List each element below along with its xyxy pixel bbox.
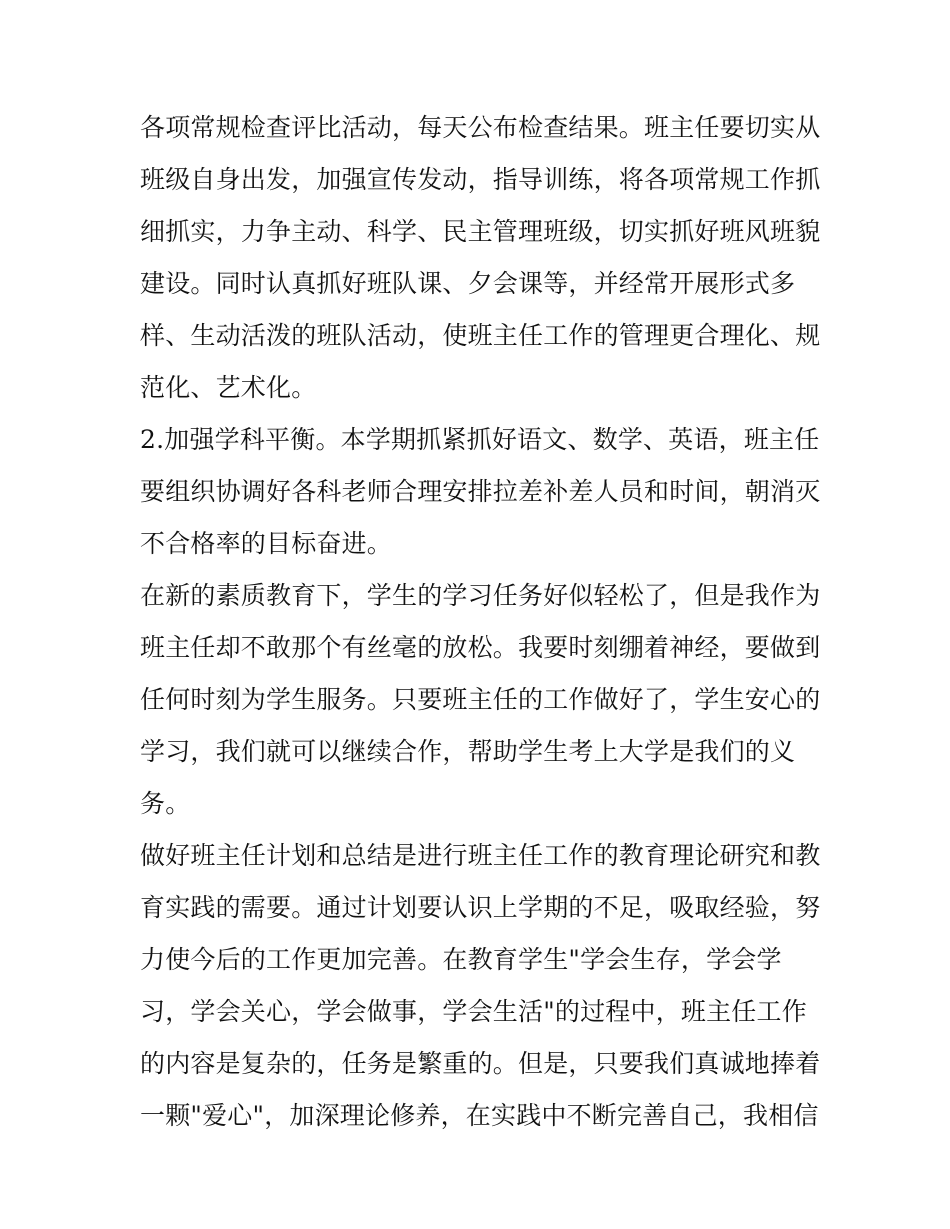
text-line: 建设。同时认真抓好班队课、夕会课等，并经常开展形式多 [140, 269, 796, 298]
text-line: 范化、艺术化。 [140, 373, 317, 402]
text-line: 力使今后的工作更加完善。在教育学生"学会生存，学会学 [140, 945, 782, 974]
document-body [140, 102, 830, 1142]
text-line: 要组织协调好各科老师合理安排拉差补差人员和时间，朝消灭 [140, 477, 821, 506]
text-line: 务。 [140, 789, 191, 818]
text-line: 做好班主任计划和总结是进行班主任工作的教育理论研究和教 [140, 841, 821, 870]
text-line: 任何时刻为学生服务。只要班主任的工作做好了，学生安心的 [140, 685, 821, 714]
text-line: 不合格率的目标奋进。 [140, 529, 393, 558]
text-line: 样、生动活泼的班队活动，使班主任工作的管理更合理化、规 [140, 321, 821, 350]
text-line: 学习，我们就可以继续合作，帮助学生考上大学是我们的义 [140, 737, 796, 766]
text-line: 班主任却不敢那个有丝毫的放松。我要时刻绷着神经，要做到 [140, 633, 821, 662]
text-line: 各项常规检查评比活动，每天公布检查结果。班主任要切实从 [140, 113, 821, 142]
text-line: 习，学会关心，学会做事，学会生活"的过程中，班主任工作 [140, 997, 807, 1026]
text-line: 的内容是复杂的，任务是繁重的。但是，只要我们真诚地捧着 [140, 1049, 821, 1078]
text-line: 在新的素质教育下，学生的学习任务好似轻松了，但是我作为 [140, 581, 821, 610]
text-line: 一颗"爱心"，加深理论修养，在实践中不断完善自己，我相信 [140, 1101, 819, 1130]
text-line: 班级自身出发，加强宣传发动，指导训练，将各项常规工作抓 [140, 165, 821, 194]
text-line: 育实践的需要。通过计划要认识上学期的不足，吸取经验，努 [140, 893, 821, 922]
text-line: 细抓实，力争主动、科学、民主管理班级，切实抓好班风班貌 [140, 217, 821, 246]
text-line: 2.加强学科平衡。本学期抓紧抓好语文、数学、英语，班主任 [140, 425, 820, 454]
